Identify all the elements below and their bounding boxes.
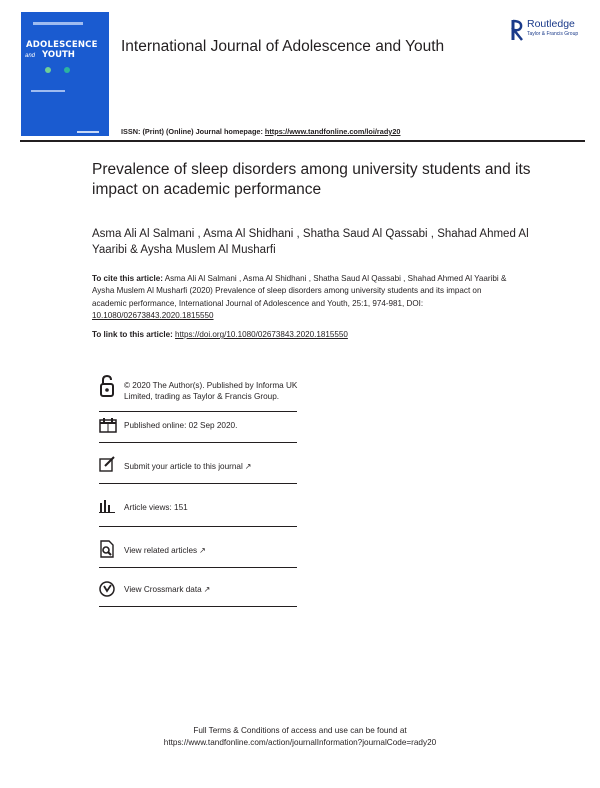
journal-title[interactable]: International Journal of Adolescence and Youth bbox=[121, 38, 445, 55]
article-doi-link[interactable]: https://doi.org/10.1080/02673843.2020.1815550 bbox=[175, 330, 348, 339]
external-link-icon: ↗ bbox=[203, 585, 211, 594]
citation-label: To cite this article: bbox=[92, 274, 163, 283]
bar-chart-icon bbox=[99, 499, 115, 513]
citation-block bbox=[92, 273, 517, 322]
published-date: Published online: 02 Sep 2020. bbox=[124, 421, 238, 430]
crossmark-icon bbox=[99, 581, 115, 597]
view-related-link[interactable] bbox=[124, 545, 206, 556]
issn-line bbox=[121, 127, 400, 136]
info-row-submit[interactable] bbox=[99, 443, 297, 484]
view-crossmark-label: View Crossmark data bbox=[124, 585, 202, 594]
edit-pencil-icon bbox=[99, 456, 115, 472]
cover-title-and: and bbox=[25, 53, 36, 59]
footer-terms-text: Full Terms & Conditions of access and use can be found at bbox=[193, 726, 407, 735]
cover-title-line1: ADOLESCENCE bbox=[26, 40, 98, 50]
related-articles-search-icon bbox=[99, 540, 115, 558]
journal-homepage-link[interactable]: https://www.tandfonline.com/loi/rady20 bbox=[264, 127, 401, 136]
cover-decoration bbox=[31, 90, 65, 92]
calendar-icon bbox=[99, 417, 117, 433]
info-row-copyright bbox=[99, 374, 297, 412]
article-authors: Asma Ali Al Salmani , Asma Al Shidhani , Shatha Saud Al Qassabi , Shahad Ahmed Al Yaaribi & Aysha Muslem Al Musharfi bbox=[92, 228, 529, 256]
journal-cover bbox=[21, 12, 109, 136]
publisher-subtitle: Taylor & Francis Group bbox=[527, 31, 579, 37]
header-divider bbox=[20, 140, 585, 142]
routledge-logo[interactable] bbox=[510, 18, 590, 48]
external-link-icon: ↗ bbox=[244, 462, 252, 471]
cover-dot bbox=[64, 67, 70, 73]
cover-dot bbox=[45, 67, 51, 73]
submit-article-label: Submit your article to this journal bbox=[124, 462, 243, 471]
cover-publisher-mark bbox=[77, 120, 99, 126]
routledge-r-icon bbox=[510, 18, 524, 42]
view-related-label: View related articles bbox=[124, 546, 198, 555]
info-row-views bbox=[99, 484, 297, 527]
open-access-lock-icon bbox=[99, 375, 115, 397]
link-label: To link to this article: bbox=[92, 330, 173, 339]
footer bbox=[0, 725, 600, 749]
publisher-name: Routledge bbox=[527, 18, 575, 30]
submit-article-link[interactable] bbox=[124, 461, 251, 472]
footer-terms-link[interactable]: https://www.tandfonline.com/action/journalInformation?journalCode=rady20 bbox=[163, 738, 437, 747]
info-row-related[interactable] bbox=[99, 527, 297, 568]
external-link-icon: ↗ bbox=[199, 546, 206, 555]
issn-label: ISSN: (Print) (Online) Journal homepage: bbox=[121, 127, 263, 136]
article-title: Prevalence of sleep disorders among university students and its impact on academic performance bbox=[92, 161, 531, 198]
info-row-published bbox=[99, 412, 297, 443]
citation-doi-link[interactable]: 10.1080/02673843.2020.1815550 bbox=[92, 310, 214, 320]
cover-decoration bbox=[33, 22, 83, 25]
cover-title-line2: YOUTH bbox=[42, 50, 75, 60]
article-link-line bbox=[92, 330, 348, 339]
info-row-crossmark[interactable] bbox=[99, 568, 297, 607]
copyright-text: © 2020 The Author(s). Published by Informa UK Limited, trading as Taylor & Francis Group. bbox=[124, 381, 298, 401]
view-crossmark-link[interactable] bbox=[124, 584, 210, 595]
article-views: Article views: 151 bbox=[124, 503, 188, 512]
citation-text: Asma Ali Al Salmani , Asma Al Shidhani , Shatha Saud Al Qassabi , Shahad Ahmed Al Yaaribi & Aysha Muslem Al Musharfi (2020) Prevalence of sleep disorders among university students and its impact on academic performance, International Journal of Adolescence and Youth, 25:1, 974-981, DOI: bbox=[92, 274, 507, 308]
